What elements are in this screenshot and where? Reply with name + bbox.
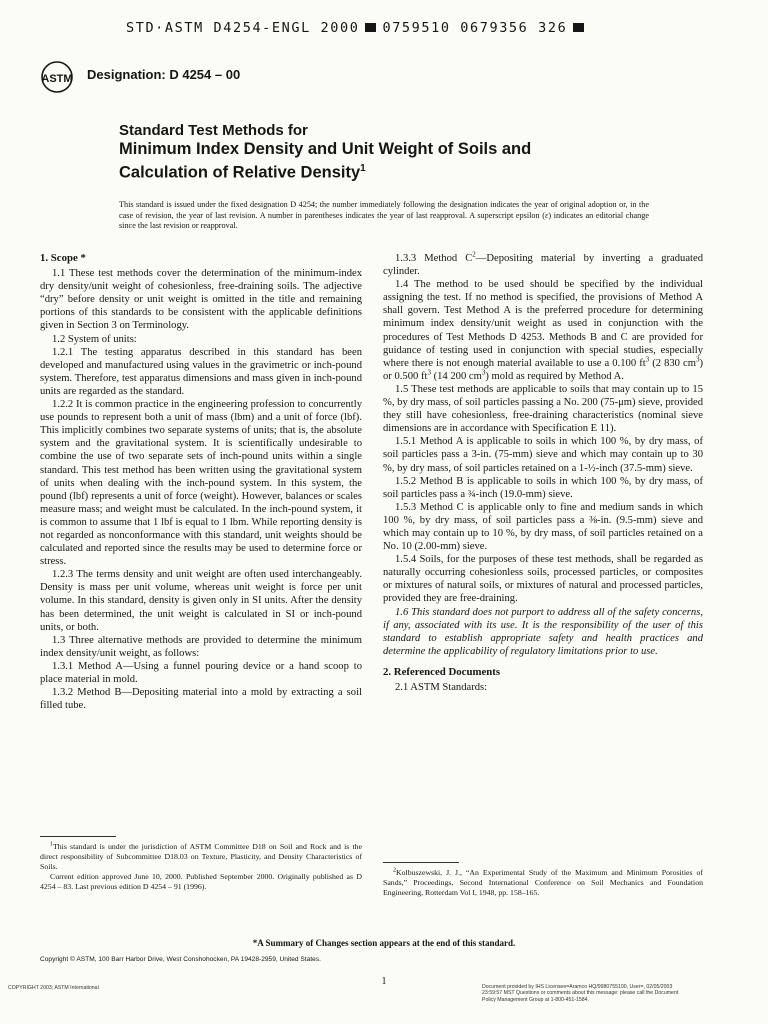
paragraph: 1.3.1 Method A—Using a funnel pouring device or a hand scoop to place material in mold. [40, 660, 362, 685]
title-line-2: Minimum Index Density and Unit Weight of Soils and [119, 140, 532, 158]
paragraph: 1.2.1 The testing apparatus described in this standard has been developed and manufactured using values in the gravimetric or inch-pound system. Therefore, test apparatus dimensions and mass given in inch-pound units are regarded as the standard. [40, 346, 362, 397]
document-title [119, 121, 679, 183]
title-footnote-mark: 1 [360, 163, 366, 174]
copyright-line: Copyright © ASTM, 100 Barr Harbor Drive, West Conshohocken, PA 19428-2959, United States. [40, 956, 321, 963]
footnote-1: $^1$This standard is under the jurisdiction of ASTM Committee D18 on Soil and Rock and is the direct responsibility of Subcommittee D18.03 on Texture, Plasticity, and Density Characteristics of Soils. Current edition approved June 10, 2000. Published September 2000. Originally published as D 4254 – 83. Last previous edition D 4254 – 91 (1996). [40, 841, 362, 891]
paragraph: 1.3.3 Method $C^2—Depositing$ material by inverting a graduated cylinder. [383, 250, 703, 278]
black-mark [573, 23, 584, 32]
footer-license-note: Document provided by IHS Licensee=Aramco HQ/9980755100, User=, 02/05/2003 23:59:57 MST Questions or comments about this message: please call the Document Policy Management Group at 1-800-451-1584. [482, 984, 679, 1003]
footnote-divider [40, 836, 116, 837]
document-code-b: 0759510 0679356 326 [382, 20, 568, 36]
designation: Designation: D 4254 – 00 [87, 67, 241, 82]
paragraph: 1.5.2 Method B is applicable to soils in which 100 %, by dry mass, of soil particles pass a ¾-inch (19.0-mm) sieve. [383, 475, 703, 500]
right-column [383, 252, 703, 694]
paragraph: 1.3 Three alternative methods are provided to determine the minimum index density/unit weight, as follows: [40, 634, 362, 659]
document-code-line [126, 20, 590, 36]
section-heading-scope: 1. Scope * [40, 252, 86, 264]
paragraph: 1.3.2 Method B—Depositing material into a mold by extracting a soil filled tube. [40, 687, 362, 712]
section-heading-referenced-documents: 2. Referenced Documents [383, 665, 501, 678]
paragraph: 1.5 These test methods are applicable to soils that may contain up to 15 %, by dry mass, of soil particles passing a No. 200 (75-μm) sieve, provided they still have cohesionless, free-draining characteristics (nominal sieve dimensions are in accordance with Specification E 11). [383, 383, 703, 435]
footer-copyright-small: COPYRIGHT 2003; ASTM International [8, 985, 99, 991]
page-number: 1 [381, 976, 387, 987]
summary-note: *A Summary of Changes section appears at the end of this standard. [252, 938, 516, 948]
safety-paragraph: 1.6 This standard does not purport to address all of the safety concerns, if any, associated with its use. It is the responsibility of the user of this standard to establish appropriate safety and health practices and determine the applicability of regulatory limitations prior to use. [383, 606, 703, 657]
svg-text:ASTM: ASTM [41, 73, 73, 85]
paragraph: 1.5.1 Method A is applicable to soils in which 100 %, by dry mass, of soil particles pass a 3-in. (75-mm) sieve and which may contain up to 30 %, by dry mass, of soil particles retained on a 1-½-inch (37.5-mm) sieve. [383, 436, 703, 474]
paragraph: 1.5.3 Method C is applicable only to fine and medium sands in which 100 %, by dry mass, of soil particles pass a ⅜-in. (9.5-mm) sieve and which may contain up to 10 %, by dry mass, of soil particles retained on a No. 10 (2.00-mm) sieve. [383, 501, 703, 553]
footnote-2: $^2$Kolbuszewski, J. J., “An Experimental Study of the Maximum and Minimum Porosities of Sands,” Proceedings, Second International Conference on Soil Mechanics and Foundation Engineering, Rotterdam Vol I, 1948, pp. 158–165. [383, 867, 703, 897]
document-code-a: STD·ASTM D4254-ENGL 2000 [126, 20, 360, 36]
title-line-3: Calculation of Relative Density$^1$ [119, 163, 366, 182]
paragraph: 1.1 These test methods cover the determination of the minimum-index dry density/unit weight of cohesionless, free-draining soils. The adjective “dry” before density or unit weight is omitted in the title and remaining portions of this standards to be consistent with the applicable definitions given in Section 3 on Terminology. [40, 268, 362, 332]
left-column [40, 252, 362, 712]
footnote-divider [383, 862, 459, 863]
paragraph: 1.2.3 The terms density and unit weight are often used interchangeably. Density is mass per unit volume, whereas unit weight is force per unit volume. In this standard, density is given only in SI units. After the density has been determined, the unit weight is calculated in SI or inch-pound units, or both. [40, 569, 362, 633]
preface-note: This standard is issued under the fixed designation D 4254; the number immediately following the designation indicates the year of original adoption or, in the case of revision, the year of last revision. A number in parentheses indicates the year of last reapproval. A superscript epsilon (ε) indicates an editorial change since the last revision or reapproval. [119, 200, 649, 231]
black-mark [365, 23, 376, 32]
astm-logo-icon [40, 61, 74, 93]
paragraph: 1.4 The method to be used should be specified by the individual assigning the test. If no method is specified, the provisions of Method A shall govern. Test Method A is the preferred procedure for determining minimum index density/unit weight as used in conjunction with the procedures of Test Methods D 4253. Methods B and C are provided for guidance of testing used in conjunction with special studies, especially where there is not enough material available to use a 0.100 $ft^3$ (2 830 $cm^3$) or 0.500 $ft^3$ (14 200 $cm^3$) mold as required by Method A. [383, 279, 704, 382]
title-line-1: Standard Test Methods for [119, 122, 308, 139]
paragraph: 2.1 ASTM Standards: [395, 682, 488, 693]
paragraph: 1.2 System of units: [52, 333, 137, 345]
paragraph: 1.2.2 It is common practice in the engineering profession to concurrently use pounds to represent both a unit of mass (lbm) and a unit of force (lbf). This implicitly combines two separate systems of units; that is, the absolute system and the gravitational system. It is scientifically undesirable to combine the use of two separate sets of inch-pound units within a single standard. This test method has been written using the gravitational system of units when dealing with the inch-pound system. In this system, the pound (lbf) represents a unit of force (weight). However, balances or scales measure mass; and weight must be calculated. In the inch-pound system, it is common to assume that 1 lbf is equal to 1 lbm. While reporting density is not regarded as nonconformance with this standard, unit weights should be calculated and reported since the results may be used to determine force or stress. [40, 399, 362, 568]
paragraph: 1.5.4 Soils, for the purposes of these test methods, shall be regarded as naturally occurring cohesionless soils, processed particles, or composites or mixtures of natural soils, or mixtures of natural and processed particles, provided they are free-draining. [383, 554, 703, 605]
